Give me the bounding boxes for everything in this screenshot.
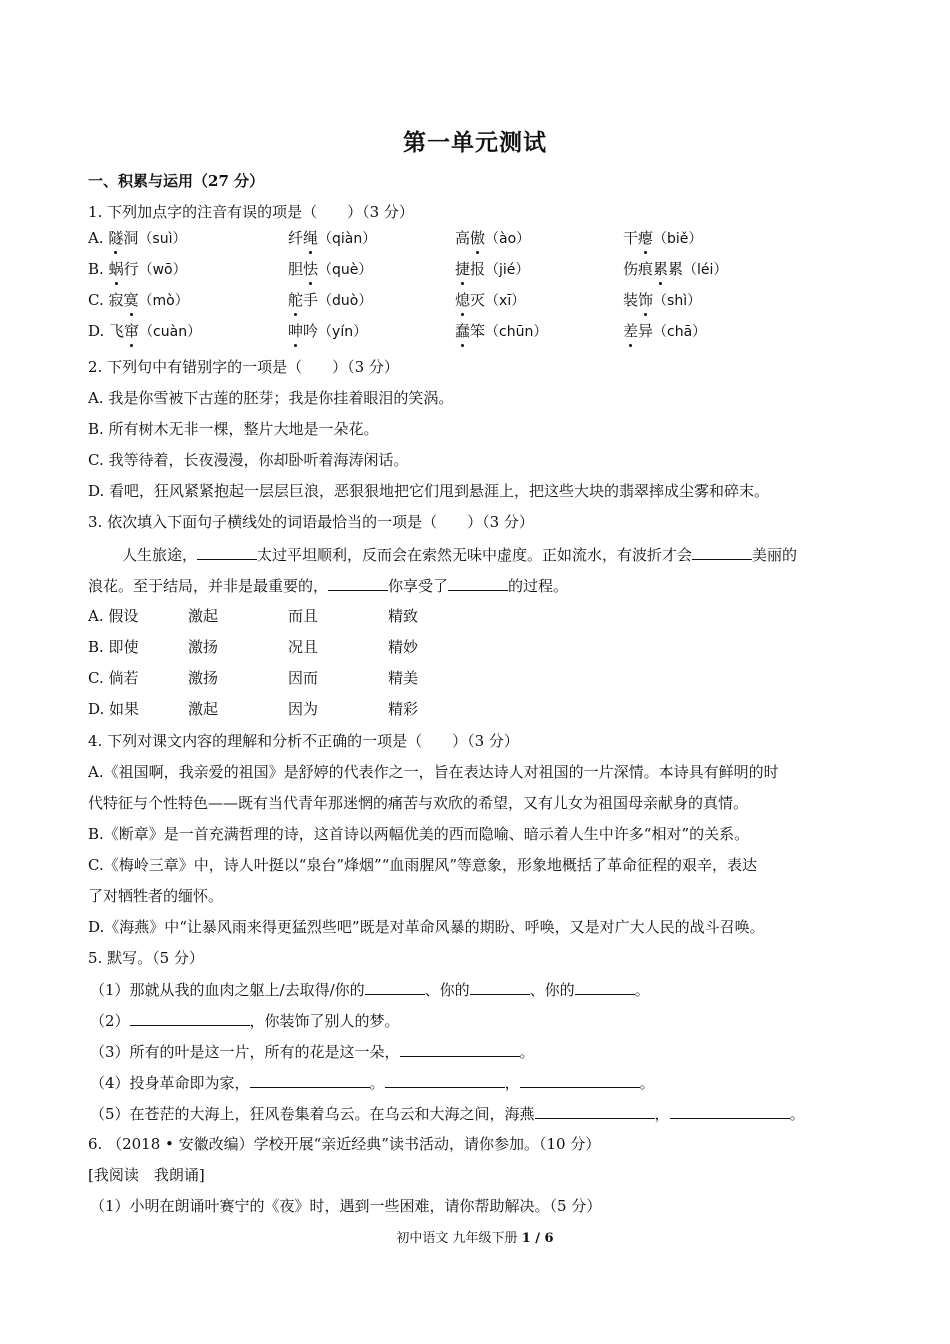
- option-label: A. 假设: [88, 607, 139, 625]
- fill-blank: [385, 1071, 505, 1088]
- line-text: 。: [519, 1043, 535, 1061]
- emphasized-char: 瘪: [638, 229, 654, 247]
- pinyin: （biě）: [653, 231, 703, 247]
- option-word: 而且: [288, 607, 319, 625]
- pinyin: （shì）: [653, 293, 702, 309]
- fill-blank: [448, 574, 508, 591]
- question-1-row: [88, 289, 848, 319]
- passage-text: 美丽的: [752, 546, 798, 564]
- fill-blank: [692, 543, 752, 560]
- question-4-option-c-line2: 了对牺牲者的缅怀。: [88, 887, 224, 905]
- pinyin: （xī）: [485, 293, 526, 309]
- option-word: 因为: [288, 700, 319, 718]
- question-3-option: [88, 667, 848, 697]
- question-2-option-b: B. 所有树木无非一棵，整片大地是一朵花。: [88, 420, 379, 438]
- question-5-line-5: [90, 1102, 805, 1125]
- option-label: C.: [88, 291, 109, 309]
- question-1-row: [88, 320, 848, 350]
- word-text: 报: [470, 260, 486, 278]
- line-text: 。: [789, 1105, 805, 1123]
- question-5-stem: 5. 默写。（5 分）: [88, 949, 204, 967]
- emphasized-char: 捷: [455, 260, 471, 278]
- fill-blank: [575, 978, 635, 995]
- passage-text: 你享受了: [388, 577, 449, 595]
- line-text: ，你装饰了别人的梦。: [249, 1012, 400, 1030]
- option-word: 激起: [188, 607, 219, 625]
- pinyin: （duò）: [318, 293, 373, 309]
- option-item: [455, 258, 529, 281]
- line-text: 。: [634, 981, 650, 999]
- line-text: ，: [654, 1105, 670, 1123]
- pinyin: （chā）: [653, 324, 707, 340]
- line-text: 、你的: [424, 981, 470, 999]
- question-3-option: [88, 636, 848, 666]
- question-2-option-a: A. 我是你雪被下古莲的胚芽；我是你挂着眼泪的笑涡。: [88, 389, 454, 407]
- question-6-sub-1: （1）小明在朗诵叶赛宁的《夜》时，遇到一些困难，请你帮助解决。（5 分）: [90, 1197, 602, 1215]
- fill-blank: [250, 1071, 370, 1088]
- option-label: A.: [88, 229, 109, 247]
- emphasized-char: 窜: [124, 322, 140, 340]
- question-4-option-c-line1: C.《梅岭三章》中，诗人叶挺以“泉台”烽烟”“血雨腥风”等意象，形象地概括了革命征程的艰辛，表达: [88, 856, 758, 874]
- line-text: ，: [504, 1074, 520, 1092]
- line-text: （5）在苍茫的大海上，狂风卷集着乌云。在乌云和大海之间，海燕: [90, 1105, 535, 1123]
- page-title: 第一单元测试: [403, 129, 547, 156]
- question-6-heading: [我阅读 我朗诵]: [88, 1166, 205, 1184]
- option-item: [288, 227, 376, 250]
- pinyin: （yín）: [318, 324, 368, 340]
- word-text: 纤: [288, 229, 304, 247]
- emphasized-char: 舵: [288, 291, 304, 309]
- option-label: D.: [88, 322, 110, 340]
- question-4-option-a-line2: 代特征与个性特色——既有当代青年那迷惘的痛苦与欢欣的希望，又有儿女为祖国母亲献身的真情。: [88, 794, 749, 812]
- word-text: 胆: [288, 260, 304, 278]
- option-item: [455, 227, 530, 250]
- question-1-stem: 1. 下列加点字的注音有误的项是（ ）（3 分）: [88, 203, 414, 221]
- word-text: 行: [123, 260, 139, 278]
- word-text: 手: [303, 291, 319, 309]
- question-3-stem: 3. 依次填入下面句子横线处的词语最恰当的一项是（ ）（3 分）: [88, 513, 534, 531]
- emphasized-char: 傲: [470, 229, 486, 247]
- option-label: B.: [88, 260, 109, 278]
- pinyin: （jié）: [485, 262, 530, 278]
- pinyin: （què）: [318, 262, 373, 278]
- question-2-option-d: D. 看吧，狂风紧紧抱起一层层巨浪，恶狠狠地把它们甩到悬涯上，把这些大块的翡翠摔成尘雾和碎末。: [88, 482, 770, 500]
- fill-blank: [535, 1102, 655, 1119]
- question-5-line-4: [90, 1071, 655, 1094]
- word-text: 累: [668, 260, 684, 278]
- option-item: [623, 258, 727, 281]
- option-item: [88, 227, 186, 250]
- emphasized-char: 隧: [108, 229, 124, 247]
- word-text: 异: [638, 322, 654, 340]
- fill-blank: [670, 1102, 790, 1119]
- option-word: 精美: [388, 669, 419, 687]
- page-footer: [0, 1227, 950, 1246]
- fill-blank: [130, 1009, 250, 1026]
- option-item: [455, 320, 547, 343]
- word-text: 吟: [303, 322, 319, 340]
- line-text: （1）那就从我的血肉之躯上/去取得/你的: [90, 981, 365, 999]
- fill-blank: [328, 574, 388, 591]
- option-word: 激扬: [188, 638, 219, 656]
- option-word: 精致: [388, 607, 419, 625]
- passage-text: 浪花。至于结局，并非是最重要的，: [88, 577, 329, 595]
- emphasized-char: 蠢: [455, 322, 471, 340]
- fill-blank: [197, 543, 257, 560]
- line-text: （2）: [90, 1012, 130, 1030]
- word-text: 干: [623, 229, 639, 247]
- option-item: [288, 289, 372, 312]
- pinyin: （qiàn）: [318, 231, 377, 247]
- question-1-row: [88, 258, 848, 288]
- question-6-stem: 6. （2018 • 安徽改编）学校开展“亲近经典”读书活动，请你参加。（10 分）: [88, 1135, 601, 1153]
- emphasized-char: 呻: [288, 322, 304, 340]
- fill-blank: [365, 978, 425, 995]
- word-text: 高: [455, 229, 471, 247]
- option-item: [288, 258, 372, 281]
- emphasized-char: 蜗: [108, 260, 124, 278]
- question-2-stem: 2. 下列句中有错别字的一项是（ ）（3 分）: [88, 358, 399, 376]
- question-5-line-3: [90, 1040, 535, 1063]
- emphasized-char: 寞: [123, 291, 139, 309]
- option-label: B. 即使: [88, 638, 139, 656]
- line-text: 。: [369, 1074, 385, 1092]
- question-4-stem: 4. 下列对课文内容的理解和分析不正确的一项是（ ）（3 分）: [88, 732, 519, 750]
- option-item: [88, 289, 189, 312]
- word-text: 笨: [470, 322, 486, 340]
- option-item: [623, 227, 702, 250]
- line-text: （3）所有的叶是这一片，所有的花是这一朵，: [90, 1043, 400, 1061]
- footer-text: 初中语文 九年级下册: [396, 1231, 522, 1246]
- question-5-line-2: [90, 1009, 400, 1032]
- question-4-option-b: B.《断章》是一首充满哲理的诗，这首诗以两幅优美的西而隐喻、暗示着人生中许多“相对”的关系。: [88, 825, 750, 843]
- passage-text: 人生旅途，: [122, 546, 198, 564]
- pinyin: （mò）: [138, 293, 189, 309]
- fill-blank: [470, 978, 530, 995]
- word-text: 灭: [470, 291, 486, 309]
- emphasized-char: 累: [653, 260, 669, 278]
- word-text: 飞: [109, 322, 125, 340]
- pinyin: （ào）: [485, 231, 531, 247]
- option-word: 因而: [288, 669, 319, 687]
- option-label: D. 如果: [88, 700, 140, 718]
- line-text: 、你的: [529, 981, 575, 999]
- passage-text: 的过程。: [508, 577, 569, 595]
- option-word: 况且: [288, 638, 319, 656]
- question-4-option-a-line1: A.《祖国啊，我亲爱的祖国》是舒婷的代表作之一，旨在表达诗人对祖国的一片深情。本诗具有鲜明的时: [88, 763, 779, 781]
- pinyin: （cuàn）: [139, 324, 202, 340]
- word-text: 寂: [108, 291, 124, 309]
- emphasized-char: 绳: [303, 229, 319, 247]
- word-text: 洞: [123, 229, 139, 247]
- emphasized-char: 熄: [455, 291, 471, 309]
- question-3-passage-line2: [88, 574, 568, 597]
- option-word: 激起: [188, 700, 219, 718]
- option-item: [88, 320, 201, 343]
- fill-blank: [400, 1040, 520, 1057]
- page-number: 1 / 6: [521, 1231, 554, 1246]
- pinyin: （léi）: [683, 262, 728, 278]
- word-text: 装: [623, 291, 639, 309]
- option-word: 激扬: [188, 669, 219, 687]
- question-3-option: [88, 605, 848, 635]
- option-label: C. 倘若: [88, 669, 139, 687]
- option-word: 精彩: [388, 700, 419, 718]
- question-3-passage-line1: [122, 543, 797, 566]
- question-2-option-c: C. 我等待着，长夜漫漫，你却卧听着海涛闲话。: [88, 451, 409, 469]
- option-item: [623, 320, 706, 343]
- pinyin: （suì）: [138, 231, 187, 247]
- pinyin: （wō）: [138, 262, 187, 278]
- fill-blank: [520, 1071, 640, 1088]
- pinyin: （chūn）: [485, 324, 548, 340]
- option-item: [623, 289, 701, 312]
- line-text: （4）投身革命即为家，: [90, 1074, 250, 1092]
- question-4-option-d: D.《海燕》中“让暴风雨来得更猛烈些吧”既是对革命风暴的期盼、呼唤，又是对广大人民的战斗召唤。: [88, 918, 765, 936]
- option-item: [88, 258, 187, 281]
- option-item: [288, 320, 367, 343]
- passage-text: 太过平坦顺利，反而会在索然无味中虚度。正如流水，有波折才会: [257, 546, 693, 564]
- option-item: [455, 289, 525, 312]
- emphasized-char: 差: [623, 322, 639, 340]
- word-text: 伤痕: [623, 260, 654, 278]
- emphasized-char: 饰: [638, 291, 654, 309]
- line-text: 。: [639, 1074, 655, 1092]
- question-3-option: [88, 698, 848, 728]
- option-word: 精妙: [388, 638, 419, 656]
- question-5-line-1: [90, 978, 650, 1001]
- emphasized-char: 怯: [303, 260, 319, 278]
- section-heading: 一、积累与运用（27 分）: [88, 172, 265, 190]
- question-1-row: [88, 227, 848, 257]
